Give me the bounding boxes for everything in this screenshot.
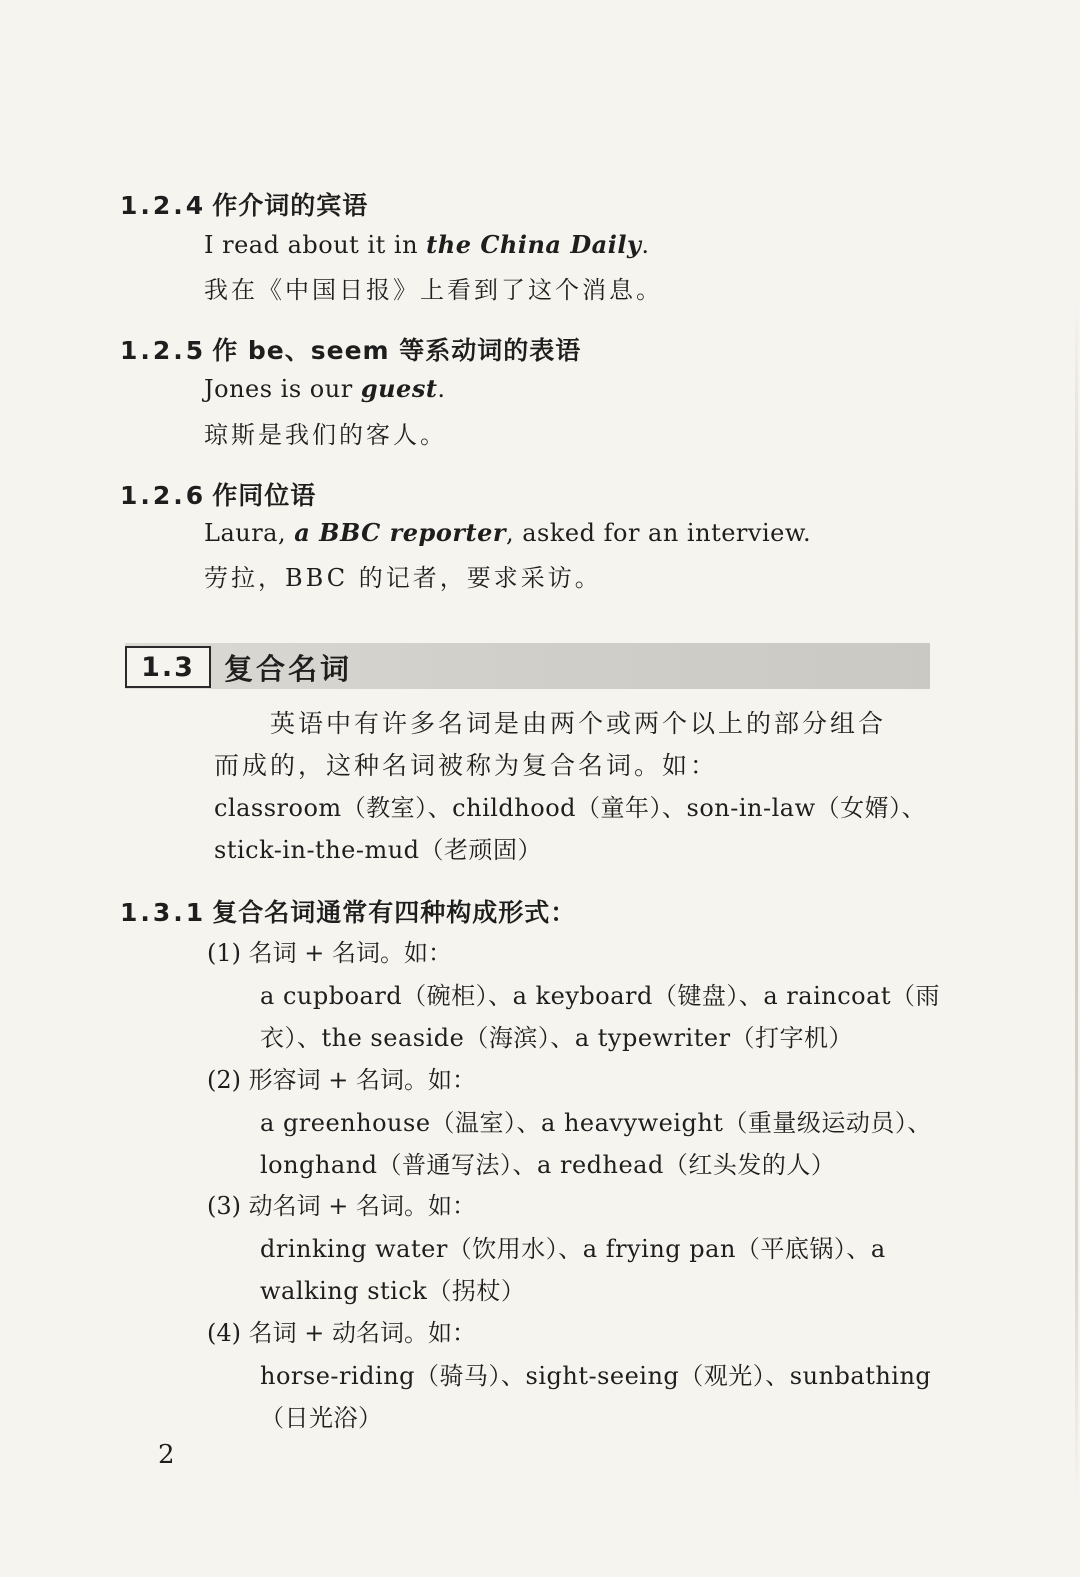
form-example-3-line-2: walking stick（拐杖） (260, 1277, 526, 1305)
form-example-2-line-2: longhand（普通写法）、a redhead（红头发的人） (260, 1151, 836, 1179)
intro-paragraph-line-1: 英语中有许多名词是由两个或两个以上的部分组合 (270, 709, 887, 738)
compound-examples-line-2: stick-in-the-mud（老顽固） (214, 836, 543, 864)
example-text: I read about it in (204, 231, 427, 259)
section-title: 复合名词 (224, 652, 353, 686)
form-example-4-line-1: horse-riding（骑马）、sight-seeing（观光）、sunbathing (260, 1362, 932, 1390)
example-sentence-1-2-4 (204, 230, 650, 259)
translation-1-2-6: 劳拉，BBC 的记者，要求采访。 (204, 564, 602, 592)
page-number: 2 (158, 1440, 175, 1470)
example-text: . (641, 231, 650, 259)
heading-text: 复合名词通常有四种构成形式： (212, 898, 577, 927)
form-label-4: (4) 名词 + 动名词。如： (207, 1319, 476, 1347)
heading-number: 1.2.4 (120, 191, 207, 220)
example-sentence-1-2-5 (204, 374, 446, 403)
heading-text: 作介词的宾语 (212, 191, 369, 220)
heading-text: 作 be、seem 等系动词的表语 (212, 336, 582, 365)
example-text: Laura, (204, 519, 295, 547)
translation-1-2-5: 琼斯是我们的客人。 (204, 421, 447, 449)
form-example-3-line-1: drinking water（饮用水）、a frying pan（平底锅）、a (260, 1235, 886, 1263)
heading-1-2-4 (120, 186, 368, 222)
heading-number: 1.2.5 (120, 336, 207, 365)
example-highlight: a BBC reporter (294, 518, 506, 547)
form-example-1-line-2: 衣）、the seaside（海滨）、a typewriter（打字机） (260, 1024, 854, 1052)
translation-1-2-4: 我在《中国日报》上看到了这个消息。 (204, 276, 663, 304)
form-example-2-line-1: a greenhouse（温室）、a heavyweight（重量级运动员）、 (260, 1109, 932, 1137)
heading-1-2-5 (120, 331, 581, 367)
form-label-2: (2) 形容词 + 名词。如： (207, 1066, 476, 1094)
example-text: Jones is our (204, 375, 361, 403)
form-label-1: (1) 名词 + 名词。如： (207, 939, 452, 967)
compound-examples-line-1: classroom（教室）、childhood（童年）、son-in-law（女婿）、 (214, 794, 927, 822)
form-example-4-line-2: （日光浴） (260, 1404, 383, 1432)
example-text: . (437, 375, 446, 403)
example-text: , asked for an interview. (505, 519, 812, 547)
form-label-3: (3) 动名词 + 名词。如： (207, 1192, 476, 1220)
example-highlight: guest (360, 374, 438, 403)
intro-paragraph-line-2: 而成的，这种名词被称为复合名词。如： (214, 751, 719, 780)
heading-number: 1.3.1 (120, 898, 207, 927)
heading-1-3-1 (120, 893, 576, 929)
heading-text: 作同位语 (212, 481, 317, 510)
heading-number: 1.2.6 (120, 481, 207, 510)
section-number-box: 1.3 (125, 646, 211, 688)
example-highlight: the China Daily (426, 230, 642, 259)
form-example-1-line-1: a cupboard（碗柜）、a keyboard（键盘）、a raincoat（雨 (260, 982, 941, 1010)
page-edge-shadow (1075, 300, 1078, 1500)
example-sentence-1-2-6 (204, 518, 811, 547)
heading-1-2-6 (120, 476, 316, 512)
